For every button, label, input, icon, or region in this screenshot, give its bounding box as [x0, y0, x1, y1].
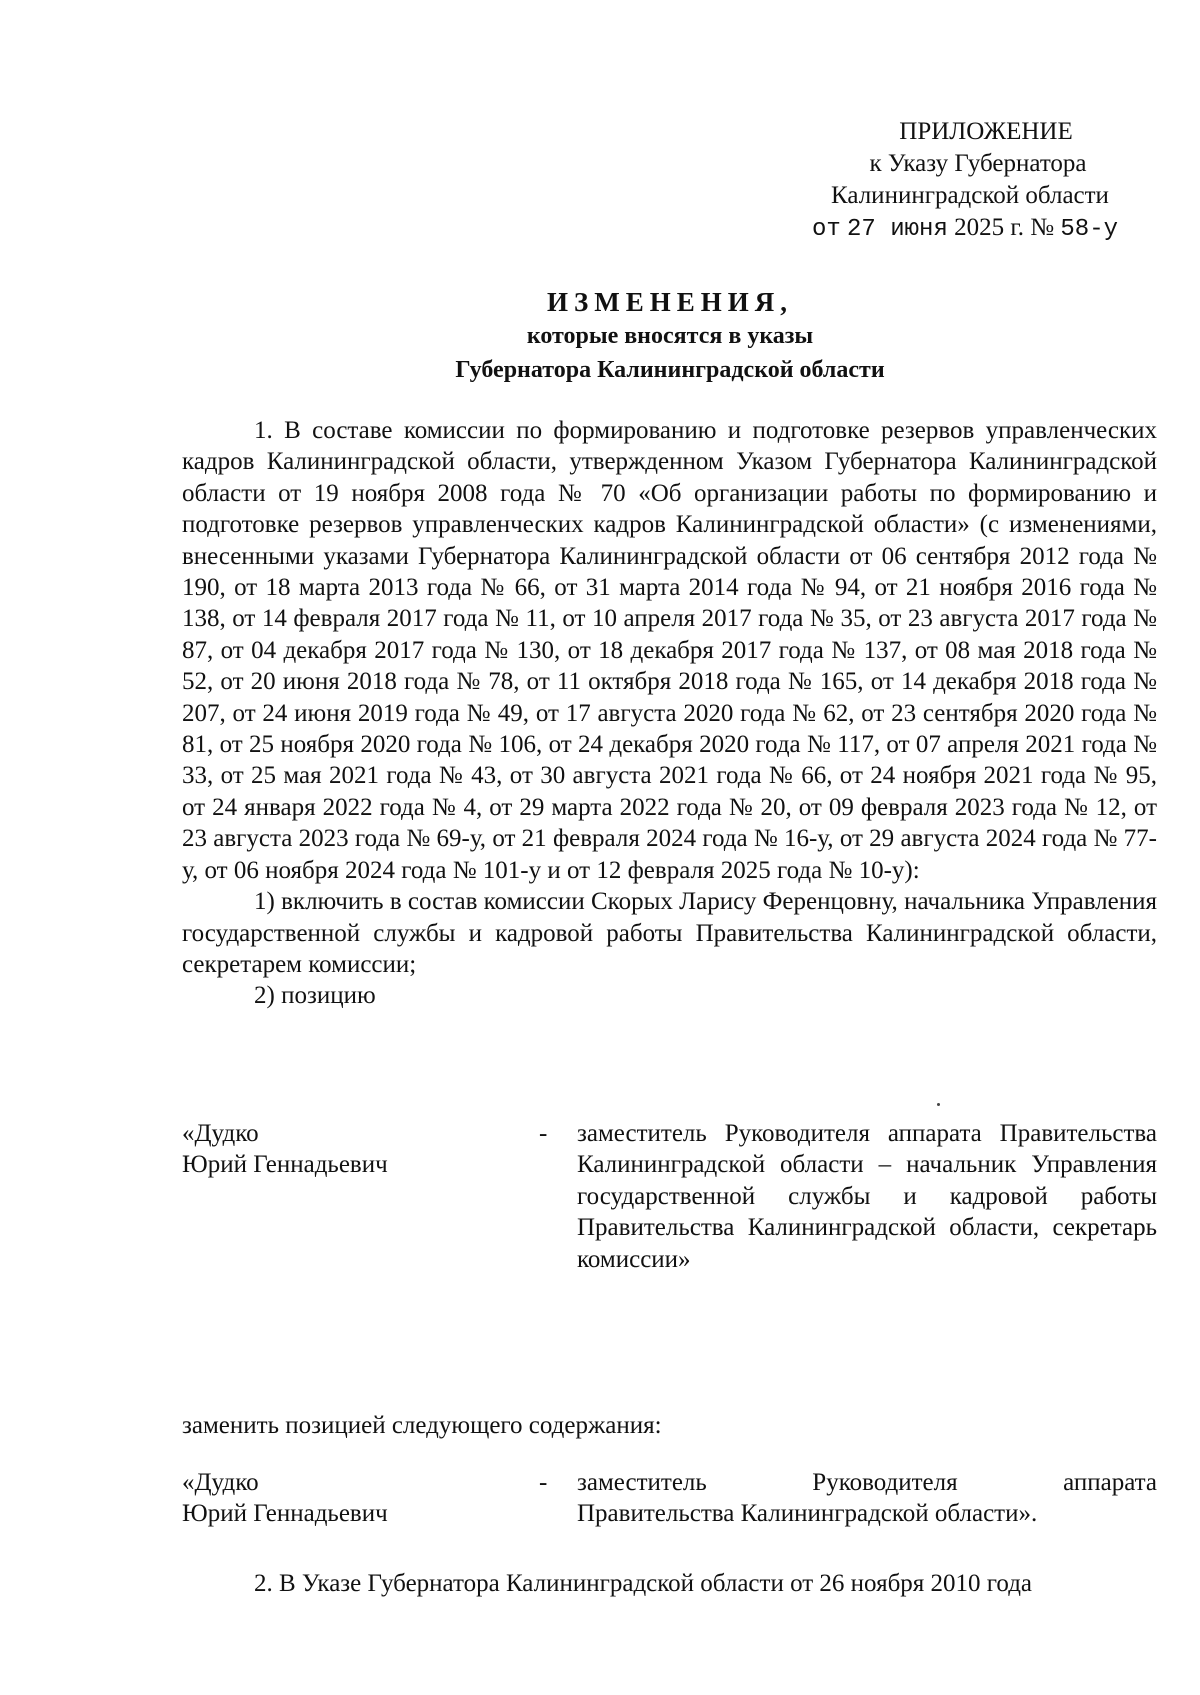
new-name-line-2: Юрий Геннадьевич: [182, 1500, 388, 1528]
old-desc-part-2: комиссии»: [577, 1245, 691, 1273]
new-position-name: [182, 1467, 512, 1530]
old-desc-part-1: заместитель Руководителя аппарата Правительства Калининградской области – начальник Управления государственной службы и кадровой работы Правительства Калининградской области, секретарь: [577, 1120, 1157, 1242]
new-position-description: [577, 1467, 1157, 1530]
item-1-section: [182, 415, 1157, 1012]
document-heading: [180, 285, 1160, 387]
heading-subtitle-1: которые вносятся в указы: [526, 323, 814, 349]
old-position-dash: -: [539, 1120, 548, 1147]
appendix-line3: Калининградской области: [831, 182, 1109, 209]
item-1-subpoint-2: 2) позицию: [254, 982, 376, 1010]
old-name-line-2: Юрий Геннадьевич: [182, 1151, 388, 1179]
old-name-line-1: «Дудко: [182, 1120, 259, 1147]
appendix-date-line: [760, 212, 1160, 246]
date-day-month: 27 июня: [847, 216, 948, 243]
old-position-name: [182, 1118, 512, 1181]
new-desc-line-2: Правительства Калининградской области».: [577, 1500, 1038, 1528]
new-name-line-1: «Дудко: [182, 1469, 259, 1496]
heading-subtitle-2: Губернатора Калининградской области: [455, 357, 885, 383]
item-2-paragraph: 2. В Указе Губернатора Калининградской области от 26 ноября 2010 года: [254, 1570, 1033, 1597]
new-position-dash: -: [539, 1469, 548, 1496]
item-1-subpoint-1: 1) включить в состав комиссии Скорых Ларису Ференцовну, начальника Управления государственной службы и кадровой работы Правительства Калининградской области, секретарем комиссии;: [182, 888, 1157, 978]
replace-instruction: заменить позицией следующего содержания:: [182, 1412, 662, 1439]
date-year: 2025 г. №: [954, 214, 1055, 241]
decree-number: 58-у: [1060, 216, 1119, 243]
appendix-line2: к Указу Губернатора: [869, 150, 1087, 177]
item-1-paragraph: 1. В составе комиссии по формированию и подготовке резервов управленческих кадров Калининградской области, утвержденном Указом Губернатора Калининградской области от 19 ноября 2008 года № 70 «Об организации работы по формированию и подготовке резервов управленческих кадров Калининградской области» (с изменениями, внесенными указами Губернатора Калининградской области от 06 сентября 2012 года № 190, от 18 марта 2013 года № 66, от 31 марта 2014 года № 94, от 21 ноября 2016 года № 138, от 14 февраля 2017 года № 11, от 10 апреля 2017 года № 35, от 23 августа 2017 года № 87, от 04 декабря 2017 года № 130, от 18 декабря 2017 года № 137, от 08 мая 2018 года № 52, от 20 июня 2018 года № 78, от 11 октября 2018 года № 165, от 14 декабря 2018 года № 207, от 24 июня 2019 года № 49, от 17 августа 2020 года № 62, от 23 сентября 2020 года № 81, от 25 ноября 2020 года № 106, от 24 декабря 2020 года № 117, от 07 апреля 2021 года № 33, от 25 мая 2021 года № 43, от 30 августа 2021 года № 66, от 24 ноября 2021 года № 95, от 24 января 2022 года № 4, от 29 марта 2022 года № 20, от 09 февраля 2023 года № 12, от 23 августа 2023 года № 69-у, от 21 февраля 2024 года № 16-у, от 29 августа 2024 года № 77-у, от 06 ноября 2024 года № 101-у и от 12 февраля 2025 года № 10-у):: [182, 417, 1157, 884]
date-prefix: от: [811, 216, 841, 243]
heading-title: ИЗМЕНЕНИЯ,: [546, 287, 793, 317]
scan-speck: [937, 1103, 940, 1106]
appendix-title: ПРИЛОЖЕНИЕ: [899, 118, 1073, 145]
old-position-description: [577, 1118, 1157, 1275]
appendix-header: [760, 116, 1160, 246]
new-desc-line-1: заместитель Руководителя аппарата: [577, 1469, 1157, 1496]
